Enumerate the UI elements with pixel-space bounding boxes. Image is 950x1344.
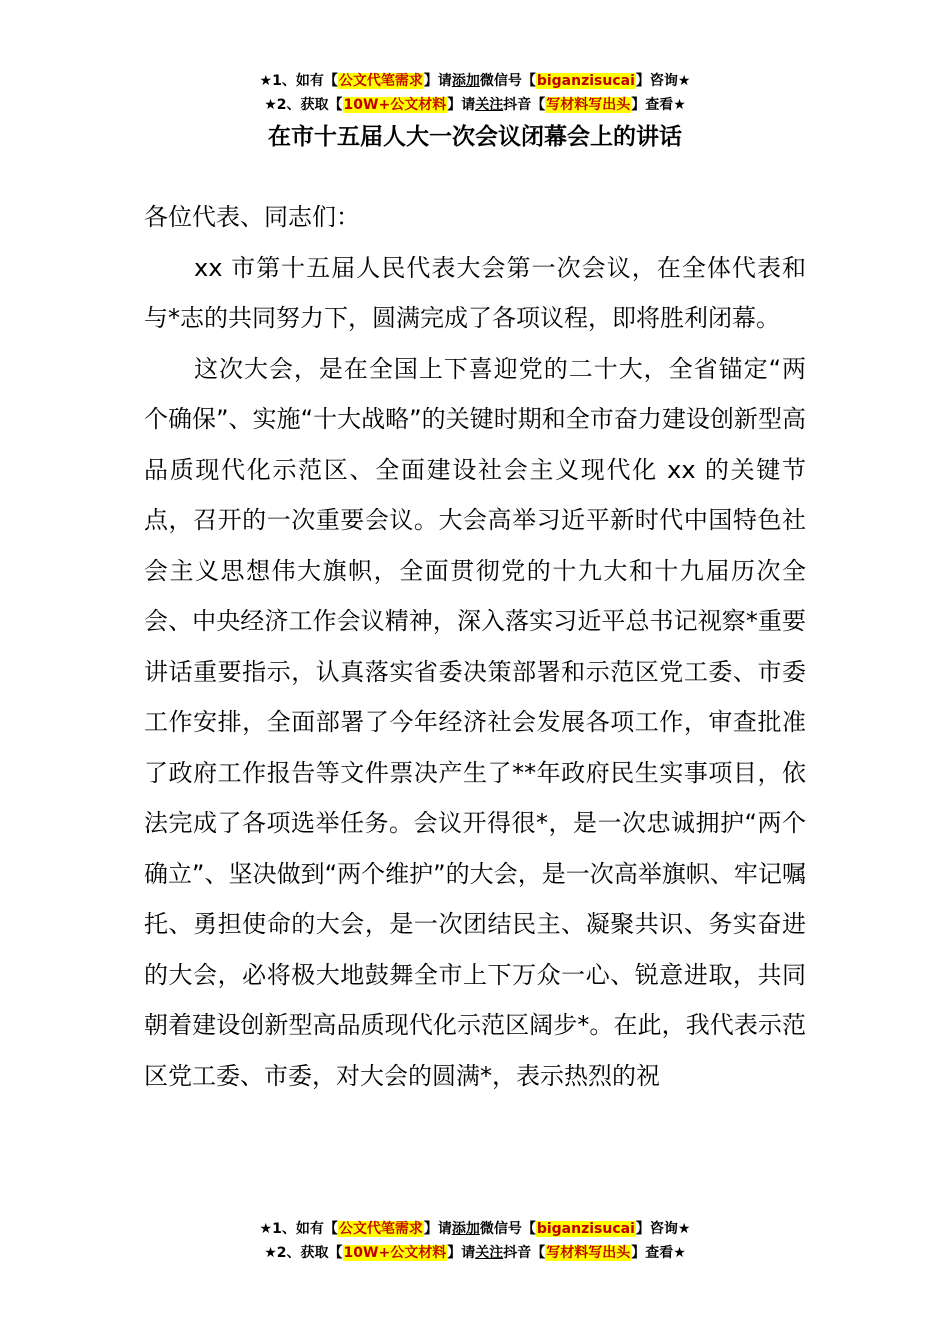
highlight-wechat-id: biganzisucai	[536, 1221, 635, 1237]
paragraph-1: xx 市第十五届人民代表大会第一次会议，在全体代表和与*志的共同努力下，圆满完成了各项议程，即将胜利闭幕。	[144, 253, 806, 332]
footer-promo-banner	[0, 1217, 950, 1265]
highlight-wechat-id: biganzisucai	[536, 73, 635, 89]
underlined-follow: 关注	[475, 97, 504, 113]
promo-line-1: ★1、如有【公文代笔需求】请添加微信号【biganzisucai】咨询★	[259, 73, 691, 89]
promo-line-2: ★2、获取【10W+公文材料】请关注抖音【写材料写出头】查看★	[264, 1245, 686, 1261]
highlight-service: 公文代笔需求	[338, 73, 423, 89]
highlight-materials: 10W+公文材料	[343, 97, 447, 113]
underlined-follow: 关注	[475, 1245, 504, 1261]
underlined-add: 添加	[451, 73, 480, 89]
paragraph-2: 这次大会，是在全国上下喜迎党的二十大，全省锚定“两个确保”、实施“十大战略”的关键时期和全市奋力建设创新型高品质现代化示范区、全面建设社会主义现代化 xx 的关键节点，召开的一次重要会议。大会高举习近平新时代中国特色社会主义思想伟大旗帜，全面贯彻党的十九大和十九届历次全会、中央经济工作会议精神，深入落实习近平总书记视察*重要讲话重要指示，认真落实省委决策部署和示范区党工委、市委工作安排，全面部署了今年经济社会发展各项工作，审查批准了政府工作报告等文件票决产生了**年政府民生实事项目，依法完成了各项选举任务。会议开得很*，是一次忠诚拥护“两个确立”、坚决做到“两个维护”的大会，是一次高举旗帜、牢记嘱托、勇担使命的大会，是一次团结民主、凝聚共识、务实奋进的大会，必将极大地鼓舞全市上下万众一心、锐意进取，共同朝着建设创新型高品质现代化示范区阔步*。在此，我代表示范区党工委、市委，对大会的圆满*，表示热烈的祝	[144, 354, 806, 1090]
highlight-douyin: 写材料写出头	[546, 97, 631, 113]
promo-line-1: ★1、如有【公文代笔需求】请添加微信号【biganzisucai】咨询★	[259, 1221, 691, 1237]
star-icon: ★	[264, 1245, 277, 1261]
underlined-add: 添加	[451, 1221, 480, 1237]
highlight-service: 公文代笔需求	[338, 1221, 423, 1237]
header-promo-banner	[0, 69, 950, 117]
document-title: 在市十五届人大一次会议闭幕会上的讲话	[268, 124, 682, 150]
document-body	[144, 192, 806, 1101]
promo-line-2: ★2、获取【10W+公文材料】请关注抖音【写材料写出头】查看★	[264, 97, 686, 113]
star-icon: ★	[264, 97, 277, 113]
highlight-materials: 10W+公文材料	[343, 1245, 447, 1261]
highlight-douyin: 写材料写出头	[546, 1245, 631, 1261]
salutation: 各位代表、同志们：	[144, 203, 360, 231]
star-icon: ★	[259, 73, 273, 89]
star-icon: ★	[259, 1221, 273, 1237]
